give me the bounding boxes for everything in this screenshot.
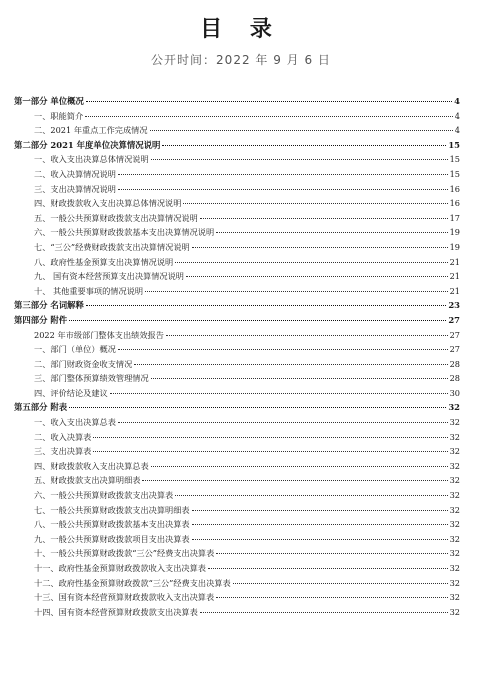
toc-entry[interactable] — [14, 342, 460, 357]
toc-entry[interactable] — [14, 430, 460, 445]
toc-entry-label: 十、一般公共预算财政拨款“三公”经费支出决算表 — [34, 548, 215, 559]
toc-page-number: 19 — [449, 241, 460, 252]
toc-entry-label: 二、2021 年重点工作完成情况 — [34, 125, 148, 136]
toc-dot-leader — [216, 597, 447, 598]
toc-part-entry[interactable] — [14, 94, 460, 109]
toc-entry-label: 五、一般公共预算财政拨款支出决算情况说明 — [34, 212, 198, 223]
toc-page-number: 32 — [449, 548, 460, 559]
toc-entry-label: 九、 国有资本经营预算支出决算情况说明 — [34, 271, 184, 282]
toc-entry-label: 第四部分 附件 — [14, 314, 68, 325]
toc-page-number: 32 — [449, 563, 460, 573]
table-of-contents — [14, 94, 460, 619]
toc-page-number: 23 — [448, 300, 460, 311]
toc-entry-label: 四、财政拨款收入支出决算总表 — [34, 460, 149, 471]
toc-page-number: 21 — [449, 271, 460, 282]
toc-entry-label: 三、支出决算情况说明 — [34, 183, 116, 194]
toc-part-entry[interactable] — [14, 400, 460, 415]
toc-entry[interactable] — [14, 109, 460, 124]
toc-page-number: 32 — [449, 475, 460, 486]
toc-page-number: 21 — [449, 256, 460, 267]
toc-page-number: 15 — [449, 168, 460, 179]
toc-entry[interactable] — [14, 459, 460, 474]
toc-dot-leader — [142, 480, 447, 481]
toc-dot-leader — [166, 335, 448, 336]
toc-page-number: 4 — [454, 125, 460, 136]
toc-dot-leader — [69, 407, 446, 408]
toc-entry[interactable] — [14, 415, 460, 430]
toc-dot-leader — [192, 247, 448, 248]
toc-dot-leader — [216, 232, 447, 233]
toc-dot-leader — [200, 612, 448, 613]
toc-entry[interactable] — [14, 284, 460, 299]
toc-dot-leader — [186, 276, 448, 277]
toc-entry-label: 一、收入支出决算总表 — [34, 417, 116, 428]
toc-page-number: 32 — [449, 592, 460, 603]
publish-date: 公开时间：2022 年 9 月 6 日 — [151, 53, 331, 67]
toc-entry-label: 六、一般公共预算财政拨款支出决算表 — [34, 490, 174, 501]
toc-page-number: 15 — [448, 139, 460, 150]
toc-entry-label: 第五部分 附表 — [14, 402, 68, 413]
toc-dot-leader — [86, 305, 446, 306]
toc-page-number: 16 — [449, 198, 460, 209]
toc-entry[interactable] — [14, 590, 460, 605]
toc-entry-label: 十、 其他重要事项的情况说明 — [34, 285, 144, 296]
toc-dot-leader — [192, 539, 448, 540]
toc-entry[interactable] — [14, 196, 460, 211]
toc-entry[interactable] — [14, 561, 460, 576]
toc-dot-leader — [118, 174, 448, 175]
toc-entry-label: 二、部门财政资金收支情况 — [34, 358, 133, 369]
toc-dot-leader — [93, 451, 447, 452]
toc-entry-label: 三、部门整体预算绩效管理情况 — [34, 373, 149, 384]
toc-dot-leader — [145, 291, 448, 292]
toc-entry-label: 八、政府性基金预算支出决算情况说明 — [34, 256, 174, 267]
toc-dot-leader — [162, 145, 446, 146]
toc-entry[interactable] — [14, 488, 460, 503]
toc-entry[interactable] — [14, 328, 460, 343]
toc-entry[interactable] — [14, 517, 460, 532]
toc-dot-leader — [118, 189, 448, 190]
toc-dot-leader — [200, 218, 448, 219]
toc-page-number: 19 — [449, 227, 460, 238]
toc-dot-leader — [118, 422, 448, 423]
toc-page-number: 32 — [449, 431, 460, 442]
toc-part-entry[interactable] — [14, 138, 460, 153]
toc-page-number: 32 — [449, 460, 460, 471]
toc-dot-leader — [134, 364, 447, 365]
toc-entry-label: 九、一般公共预算财政拨款项目支出决算表 — [34, 533, 190, 544]
toc-dot-leader — [85, 116, 453, 117]
toc-dot-leader — [216, 553, 447, 554]
toc-page-number: 32 — [449, 490, 460, 501]
toc-page-number: 27 — [449, 329, 460, 340]
toc-entry-label: 十四、国有资本经营预算财政拨款支出决算表 — [34, 606, 198, 617]
toc-entry[interactable] — [14, 444, 460, 459]
toc-page-number: 32 — [449, 606, 460, 617]
toc-entry[interactable] — [14, 605, 460, 620]
toc-page-number: 32 — [449, 519, 460, 530]
toc-entry-label: 七、“三公”经费财政拨款支出决算情况说明 — [34, 241, 190, 252]
toc-page-number: 28 — [449, 358, 460, 369]
toc-entry-label: 2022 年市级部门整体支出绩效报告 — [34, 329, 164, 340]
toc-entry-label: 四、财政拨款收入支出决算总体情况说明 — [34, 198, 182, 209]
toc-page-number: 27 — [449, 344, 460, 355]
toc-entry[interactable] — [14, 532, 460, 547]
toc-dot-leader — [183, 203, 447, 204]
toc-entry[interactable] — [14, 211, 460, 226]
toc-entry-label: 一、收入支出决算总体情况说明 — [34, 154, 149, 165]
toc-entry[interactable] — [14, 269, 460, 284]
toc-page-number: 17 — [449, 212, 460, 223]
toc-entry-label: 第二部分 2021 年度单位决算情况说明 — [14, 139, 161, 150]
toc-dot-leader — [208, 568, 448, 569]
toc-entry-label: 五、财政拨款支出决算明细表 — [34, 475, 141, 486]
toc-entry[interactable] — [14, 503, 460, 518]
toc-entry-label: 八、一般公共预算财政拨款基本支出决算表 — [34, 519, 190, 530]
toc-dot-leader — [151, 159, 448, 160]
toc-entry[interactable] — [14, 167, 460, 182]
toc-entry[interactable] — [14, 182, 460, 197]
toc-page-number: 4 — [454, 110, 460, 121]
toc-page-number: 15 — [449, 154, 460, 165]
toc-part-entry[interactable] — [14, 313, 460, 328]
toc-page-number: 32 — [449, 446, 460, 457]
toc-entry[interactable] — [14, 371, 460, 386]
toc-entry-label: 二、收入决算情况说明 — [34, 168, 116, 179]
toc-dot-leader — [150, 130, 453, 131]
toc-dot-leader — [69, 320, 446, 321]
toc-entry-label: 十二、政府性基金预算财政拨款“三公”经费支出决算表 — [34, 577, 231, 588]
toc-dot-leader — [151, 466, 448, 467]
toc-entry-label: 一、职能简介 — [34, 110, 84, 121]
toc-dot-leader — [175, 495, 447, 496]
toc-entry-label: 七、一般公共预算财政拨款支出决算明细表 — [34, 504, 190, 515]
toc-entry[interactable] — [14, 123, 460, 138]
toc-entry-label: 十三、国有资本经营预算财政拨款收入支出决算表 — [34, 592, 215, 603]
toc-entry[interactable] — [14, 576, 460, 591]
toc-entry[interactable] — [14, 240, 460, 255]
toc-page-number: 16 — [449, 183, 460, 194]
toc-dot-leader — [110, 393, 448, 394]
toc-page-number: 27 — [448, 314, 460, 325]
toc-page-number: 32 — [449, 577, 460, 588]
toc-page-number: 32 — [449, 533, 460, 544]
toc-dot-leader — [151, 378, 448, 379]
toc-entry[interactable] — [14, 357, 460, 372]
toc-entry-label: 第三部分 名词解释 — [14, 300, 84, 311]
toc-entry-label: 十一、政府性基金预算财政拨款收入支出决算表 — [34, 563, 206, 573]
toc-dot-leader — [233, 583, 448, 584]
toc-part-entry[interactable] — [14, 298, 460, 313]
toc-entry[interactable] — [14, 152, 460, 167]
toc-dot-leader — [93, 437, 447, 438]
toc-dot-leader — [192, 510, 448, 511]
toc-entry[interactable] — [14, 546, 460, 561]
toc-page-number: 30 — [449, 387, 460, 398]
toc-entry-label: 六、一般公共预算财政拨款基本支出决算情况说明 — [34, 227, 215, 238]
toc-page-number: 4 — [454, 96, 460, 106]
toc-page-number: 21 — [449, 285, 460, 296]
toc-entry[interactable] — [14, 255, 460, 270]
toc-entry-label: 四、评价结论及建议 — [34, 387, 108, 398]
toc-page-number: 28 — [449, 373, 460, 384]
toc-entry[interactable] — [14, 473, 460, 488]
toc-entry-label: 一、部门（单位）概况 — [34, 344, 116, 355]
toc-entry[interactable] — [14, 225, 460, 240]
toc-entry-label: 二、收入决算表 — [34, 431, 92, 442]
page-title: 目 录 — [200, 17, 282, 42]
toc-dot-leader — [175, 262, 447, 263]
toc-page-number: 32 — [449, 417, 460, 428]
toc-dot-leader — [192, 524, 448, 525]
toc-page-number: 32 — [449, 504, 460, 515]
toc-entry[interactable] — [14, 386, 460, 401]
toc-dot-leader — [86, 101, 452, 102]
toc-page-number: 32 — [448, 402, 460, 413]
toc-dot-leader — [118, 349, 448, 350]
toc-entry-label: 第一部分 单位概况 — [14, 96, 84, 106]
toc-entry-label: 三、支出决算表 — [34, 446, 92, 457]
